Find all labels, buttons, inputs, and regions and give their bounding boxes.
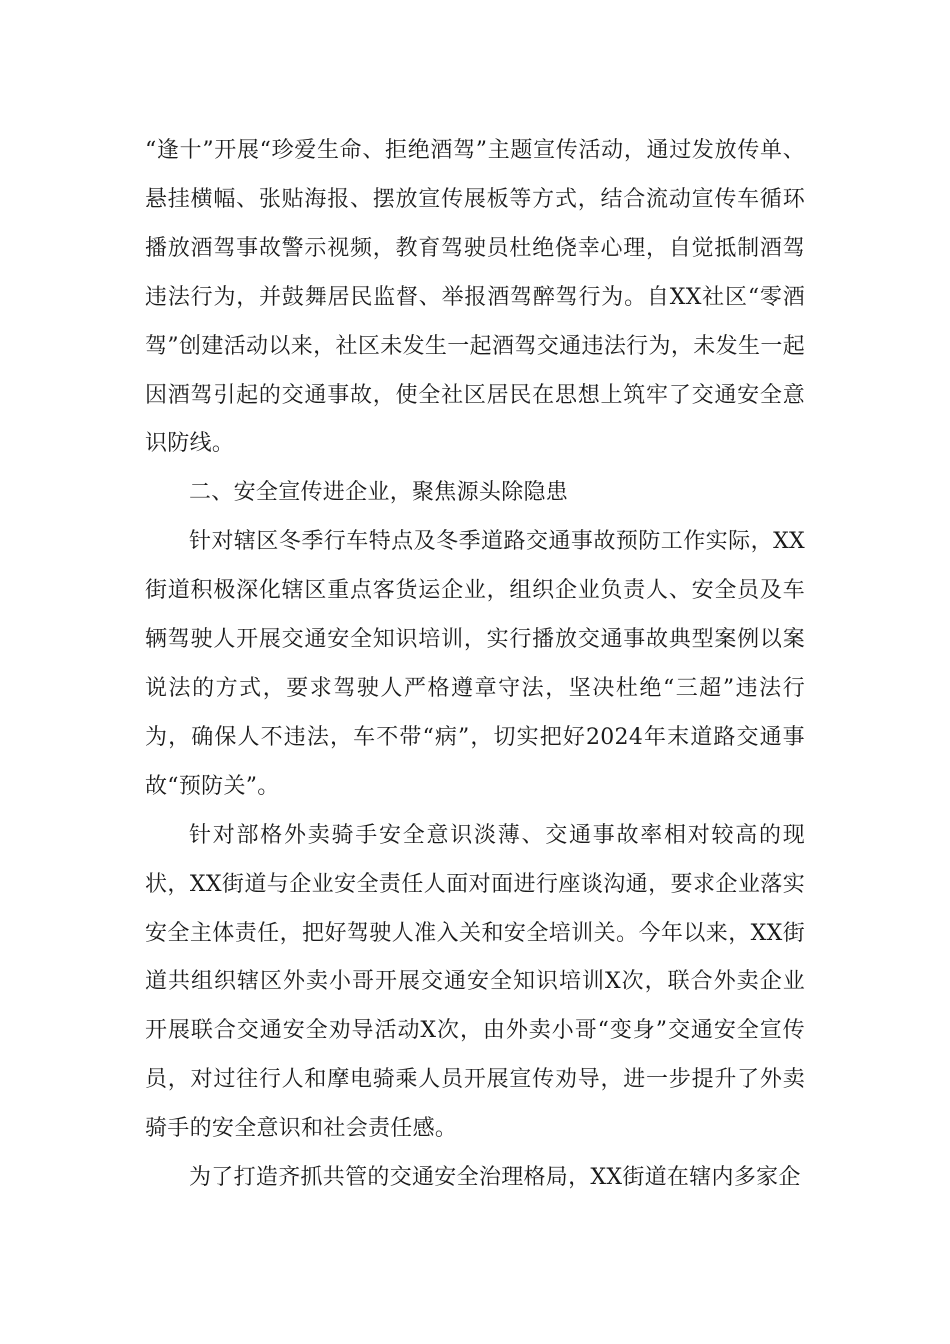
paragraph-drunk-driving-campaign: “逢十”开展“珍爱生命、拒绝酒驾”主题宣传活动，通过发放传单、悬挂横幅、张贴海报、摆放宣传展板等方式，结合流动宣传车循环播放酒驾事故警示视频，教育驾驶员杜绝侥幸心理，自觉抵制酒驾违法行为，并鼓舞居民监督、举报酒驾醉驾行为。自XX社区“零酒驾”创建活动以来，社区未发生一起酒驾交通违法行为，未发生一起因酒驾引起的交通事故，使全社区居民在思想上筑牢了交通安全意识防线。 (145, 138, 805, 457)
paragraph-delivery-riders: 针对部格外卖骑手安全意识淡薄、交通事故率相对较高的现状，XX街道与企业安全责任人面对面进行座谈沟通，要求企业落实安全主体责任，把好驾驶人准入关和安全培训关。今年以来，XX街道共组织辖区外卖小哥开展交通安全知识培训X次，联合外卖企业开展联合交通安全劝导活动X次，由外卖小哥“变身”交通安全宣传员，对过往行人和摩电骑乘人员开展宣传劝导，进一步提升了外卖骑手的安全意识和社会责任感。 (145, 822, 805, 1142)
paragraph-co-governance: 为了打造齐抓共管的交通安全治理格局，XX街道在辖内多家企 (189, 1165, 801, 1191)
paragraph-winter-traffic-training: 针对辖区冬季行车特点及冬季道路交通事故预防工作实际，XX街道积极深化辖区重点客货运企业，组织企业负责人、安全员及车辆驾驶人开展交通安全知识培训，实行播放交通事故典型案例以案说法的方式，要求驾驶人严格遵章守法，坚决杜绝“三超”违法行为，确保人不违法，车不带“病”，切实把好2024年末道路交通事故“预防关”。 (145, 529, 805, 799)
document-body (145, 127, 805, 1203)
section-heading-enterprise-safety: 二、安全宣传进企业，聚焦源头除隐患 (189, 480, 569, 506)
